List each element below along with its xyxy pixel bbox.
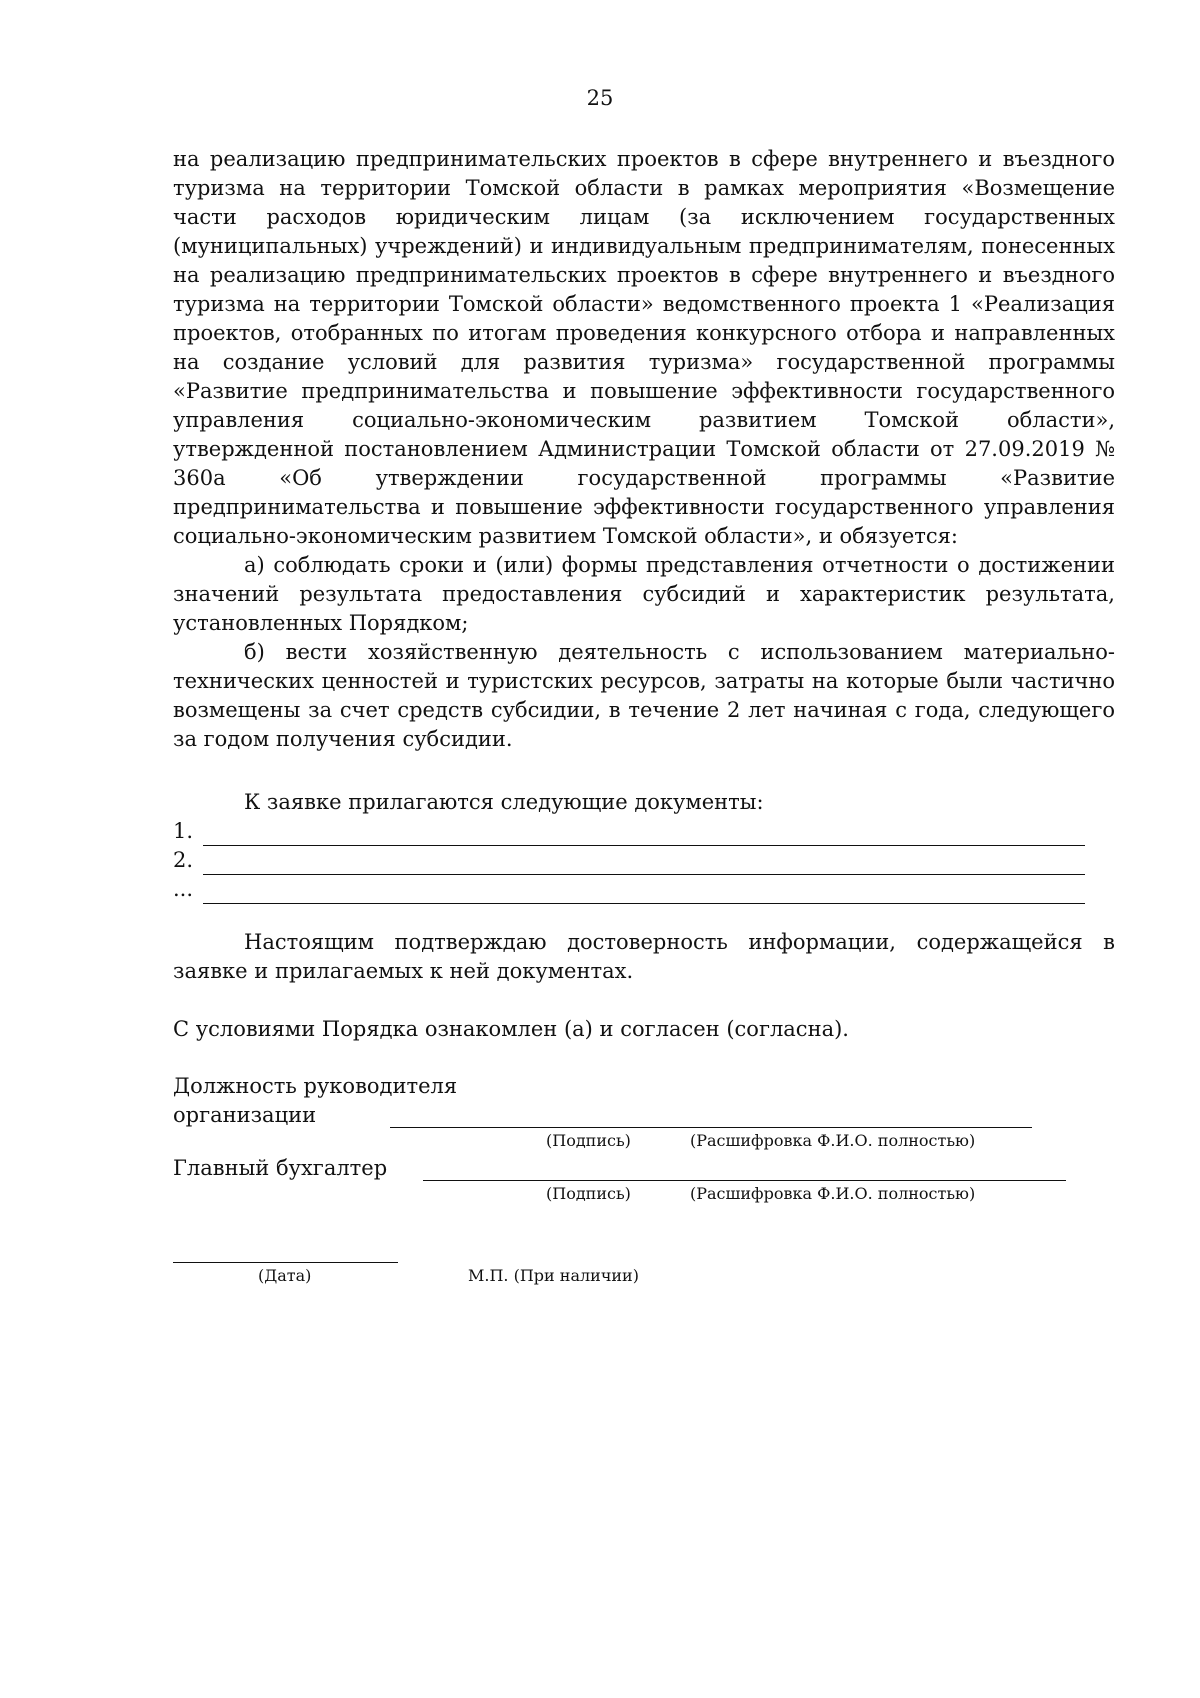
accountant-signature-caption: (Подпись): [546, 1184, 631, 1203]
attachment-number: ...: [173, 877, 194, 901]
page-number: 25: [586, 86, 614, 110]
acknowledgement-statement: С условиями Порядка ознакомлен (а) и согласен (согласна).: [173, 1017, 849, 1041]
accountant-signature-line: [423, 1180, 1066, 1181]
attachment-number: 2.: [173, 848, 194, 872]
head-signature-line: [390, 1127, 1032, 1128]
accountant-label: Главный бухгалтер: [173, 1156, 388, 1180]
attachments-title: К заявке прилагаются следующие документы:: [244, 790, 764, 814]
accountant-name-caption: (Расшифровка Ф.И.О. полностью): [690, 1184, 976, 1203]
attachment-row: [173, 817, 1115, 846]
attachment-row: [173, 875, 1115, 904]
attachments-section: [173, 788, 1115, 904]
date-caption: (Дата): [258, 1266, 312, 1285]
attachment-blank-line: [203, 883, 1085, 904]
head-name-caption: (Расшифровка Ф.И.О. полностью): [690, 1131, 976, 1150]
obligation-item-b: б) вести хозяйственную деятельность с использованием материально-технических ценностей и туристских ресурсов, затраты на которые были частично возмещены за счет средств субсидии, в течение 2 лет начиная с года, следующего за годом получения субсидии.: [173, 640, 1115, 751]
attachment-blank-line: [203, 825, 1085, 846]
head-signature-caption: (Подпись): [546, 1131, 631, 1150]
attachment-blank-line: [203, 854, 1085, 875]
attachment-number: 1.: [173, 819, 194, 843]
head-position-label: Должность руководителя: [173, 1074, 458, 1098]
attachment-row: [173, 846, 1115, 875]
confirmation-statement: Настоящим подтверждаю достоверность информации, содержащейся в заявке и прилагаемых к ней документах.: [173, 930, 1115, 983]
document-body: [173, 145, 1115, 754]
date-line: [173, 1262, 398, 1263]
obligation-item-a: а) соблюдать сроки и (или) формы представления отчетности о достижении значений результата предоставления субсидий и характеристик результата, установленных Порядком;: [173, 553, 1115, 635]
stamp-caption: М.П. (При наличии): [468, 1266, 639, 1285]
head-organization-label: организации: [173, 1103, 317, 1127]
main-paragraph: на реализацию предпринимательских проектов в сфере внутреннего и въездного туризма на территории Томской области в рамках мероприятия «Возмещение части расходов юридическим лицам (за исключением государственных (муниципальных) учреждений) и индивидуальным предпринимателям, понесенных на реализацию предпринимательских проектов в сфере внутреннего и въездного туризма на территории Томской области» ведомственного проекта 1 «Реализация проектов, отобранных по итогам проведения конкурсного отбора и направленных на создание условий для развития туризма» государственной программы «Развитие предпринимательства и повышение эффективности государственного управления социально-экономическим развитием Томской области», утвержденной постановлением Администрации Томской области от 27.09.2019 № 360а «Об утверждении государственной программы «Развитие предпринимательства и повышение эффективности государственного управления социально-экономическим развитием Томской области», и обязуется:: [173, 147, 1115, 548]
